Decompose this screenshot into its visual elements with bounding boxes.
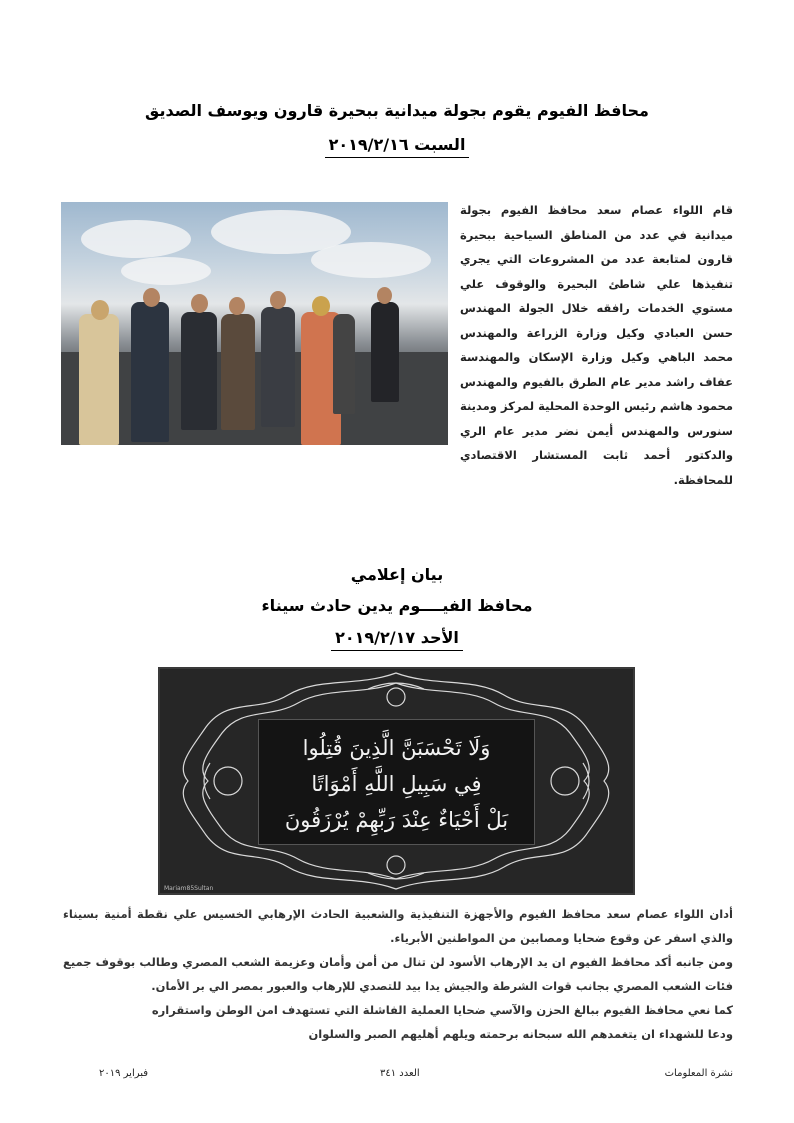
- article2-paragraph-4: ودعا للشهداء ان يتغمدهم الله سبحانه برحمته ويلهم أهليهم الصبر والسلوان: [308, 1027, 733, 1041]
- verse-text: [258, 719, 535, 845]
- field-visit-photo: [61, 202, 448, 445]
- quran-verse-image: [158, 667, 635, 895]
- article2-body: [63, 902, 733, 1046]
- article2-paragraph-1: أدان اللواء عصام سعد محافظ الفيوم والأجهزة التنفيذية والشعبية الحادث الإرهابي الخسيس علي نقطة أمنية بسيناء والذي اسفر عن وقوع ضحايا ومصابين من المواطنين الأبرياء.: [63, 907, 733, 945]
- press-release-heading: بيان إعلامي: [350, 565, 444, 584]
- article2-paragraph-3: كما نعي محافظ الفيوم ببالغ الحزن والآسي ضحايا العملية الفاشلة التي تستهدف امن الوطن واستقراره: [151, 1003, 733, 1017]
- verse-line-2: فِي سَبِيلِ اللَّهِ أَمْوَاتًا: [311, 772, 482, 796]
- image-credit: Mariam85Sultan: [164, 885, 214, 892]
- footer-publication: نشرة المعلومات: [664, 1068, 733, 1079]
- article1-title: محافظ الفيوم يقوم بجولة ميدانية ببحيرة قارون ويوسف الصديق: [145, 101, 649, 120]
- article1-body: قام اللواء عصام سعد محافظ الفيوم بجولة ميدانية في عدد من المناطق السياحية ببحيرة قارون لمتابعة عدد من المشروعات التي يجري تنفيذها علي شاطئ البحيرة والوقوف علي مستوي الخدمات رافقه خلال الجولة المهندس حسن العبادي وكيل وزارة الزراعة والمهندس محمد الباهي وكيل وزارة الإسكان والمهندسة عفاف راشد مدير عام الطرق بالفيوم والمهندس محمود هاشم رئيس الوحدة المحلية لمركز ومدينة سنورس والمهندس أيمن نضر مدير عام الري والدكتور أحمد ثابت المستشار الاقتصادي للمحافظة.: [460, 203, 733, 487]
- footer-month: فبراير ٢٠١٩: [99, 1068, 149, 1079]
- verse-line-3: بَلْ أَحْيَاءٌ عِنْدَ رَبِّهِمْ يُرْزَقُونَ: [284, 808, 509, 832]
- article2-date-text: الأحد ٢٠١٩/٢/١٧: [331, 628, 463, 651]
- verse-line-1: وَلَا تَحْسَبَنَّ الَّذِينَ قُتِلُوا: [302, 736, 491, 760]
- footer-issue: العدد ٣٤١: [380, 1068, 420, 1079]
- article1-date: [0, 135, 794, 154]
- article2-title: محافظ الفيــــوم يدين حادث سيناء: [261, 596, 533, 615]
- article2-paragraph-2: ومن جانبه أكد محافظ الفيوم ان يد الإرهاب الأسود لن تنال من أمن وأمان وعزيمة الشعب المصري وطالب بوقوف جميع فئات الشعب المصري بجانب قوات الشرطة والجيش يدا بيد للتصدي للإرهاب والعبور بمصر الي بر الأمان.: [63, 955, 733, 993]
- article2-date: [0, 628, 794, 647]
- article1-date-text: السبت ٢٠١٩/٢/١٦: [325, 135, 470, 158]
